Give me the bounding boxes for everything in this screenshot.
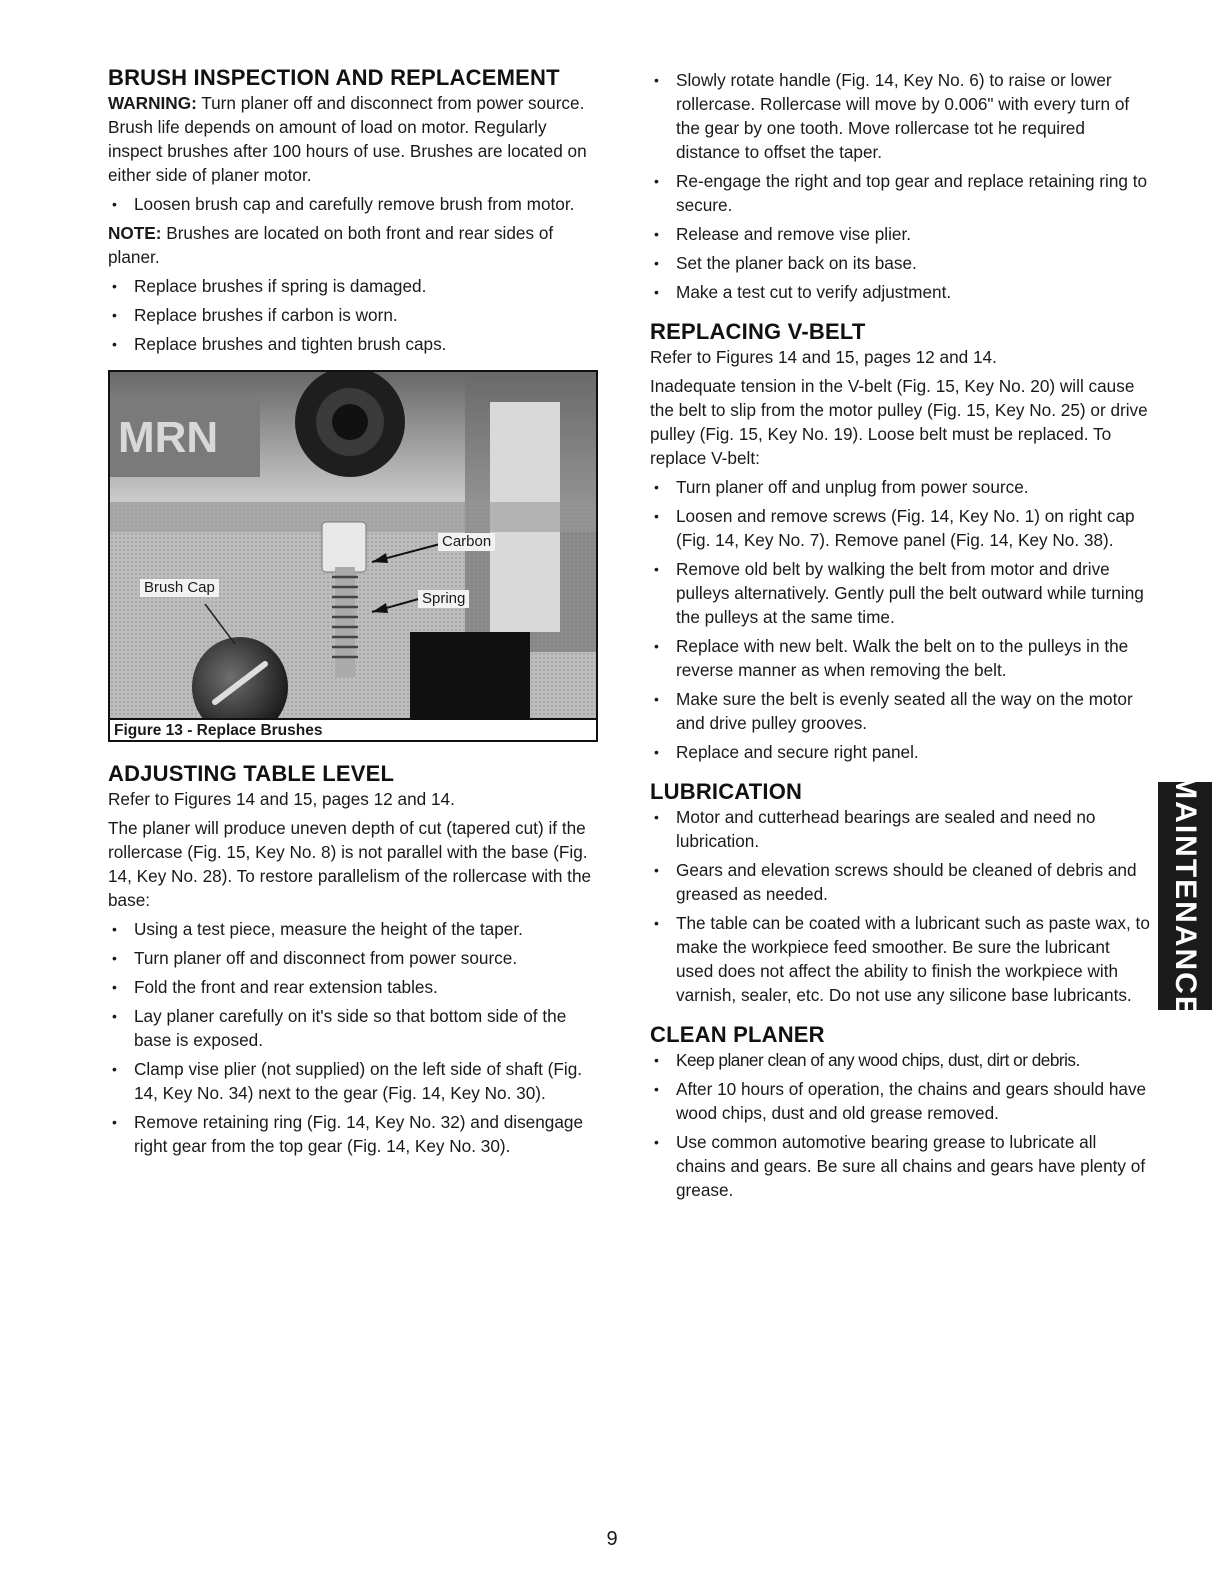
list-item: • Use common automotive bearing grease to lubricate all chains and gears. Be sure all chains and gears have plenty of grease. (650, 1130, 1150, 1202)
warning-text: Turn planer off and disconnect from power source. Brush life depends on amount of load on motor. Regularly inspect brushes after 100 hours of use. Brushes are located on either side of planer motor. (108, 93, 587, 185)
list-item: • Gears and elevation screws should be cleaned of debris and greased as needed. (650, 858, 1150, 906)
callout-brush-cap: Brush Cap (140, 579, 219, 597)
vbelt-intro: Inadequate tension in the V-belt (Fig. 15, Key No. 20) will cause the belt to slip from the motor pulley (Fig. 15, Key No. 25) or drive pulley (Fig. 15, Key No. 19). Loose belt must be replaced. To replace V-belt: (650, 376, 1148, 468)
brush-bullets-2 (108, 274, 604, 356)
svg-text:MRN: MRN (118, 413, 219, 462)
callout-carbon: Carbon (438, 533, 495, 551)
list-item: • Replace brushes if carbon is worn. (108, 303, 604, 327)
brush-note (108, 221, 604, 269)
lubrication-title: LUBRICATION (650, 779, 803, 804)
list-item: • Turn planer off and disconnect from power source. (108, 946, 604, 970)
list-item: • Make sure the belt is evenly seated all the way on the motor and drive pulley grooves. (650, 687, 1150, 735)
list-item: • Keep planer clean of any wood chips, dust, dirt or debris. (650, 1048, 1150, 1072)
brush-section-title: BRUSH INSPECTION AND REPLACEMENT (108, 65, 560, 90)
list-item: • Motor and cutterhead bearings are sealed and need no lubrication. (650, 805, 1150, 853)
clean-title: CLEAN PLANER (650, 1022, 825, 1047)
list-item: • Loosen brush cap and carefully remove brush from motor. (108, 192, 604, 216)
list-item: • Loosen and remove screws (Fig. 14, Key No. 1) on right cap (Fig. 14, Key No. 7). Remove panel (Fig. 14, Key No. 38). (650, 504, 1150, 552)
table-level-cont-bullets (650, 68, 1150, 304)
list-item: • Fold the front and rear extension tables. (108, 975, 604, 999)
vbelt-bullets (650, 475, 1150, 764)
vbelt-ref: Refer to Figures 14 and 15, pages 12 and 14. (650, 347, 997, 367)
note-label: NOTE: (108, 223, 162, 243)
lubrication-bullets (650, 805, 1150, 1007)
brush-bullets-1 (108, 192, 604, 216)
list-item: • Make a test cut to verify adjustment. (650, 280, 1150, 304)
maintenance-tab-label: MAINTENANCE (1169, 774, 1202, 1018)
callout-spring: Spring (418, 590, 469, 608)
list-item: • Replace brushes if spring is damaged. (108, 274, 604, 298)
page-number: 9 (606, 1528, 618, 1550)
figure-caption: Figure 13 - Replace Brushes (110, 718, 596, 740)
maintenance-tab (1158, 774, 1212, 1018)
list-item: • Remove old belt by walking the belt from motor and drive pulleys alternatively. Gently pull the belt outward while turning the pulleys at the same time. (650, 557, 1150, 629)
list-item: • Replace with new belt. Walk the belt on to the pulleys in the reverse manner as when removing the belt. (650, 634, 1150, 682)
list-item: • Clamp vise plier (not supplied) on the left side of shaft (Fig. 14, Key No. 34) next to the gear (Fig. 14, Key No. 30). (108, 1057, 604, 1105)
list-item: • Turn planer off and unplug from power source. (650, 475, 1150, 499)
warning-label: WARNING: (108, 93, 197, 113)
list-item: • Replace brushes and tighten brush caps. (108, 332, 604, 356)
brush-warning (108, 91, 604, 187)
list-item: • Lay planer carefully on it's side so that bottom side of the base is exposed. (108, 1004, 604, 1052)
note-text: Brushes are located on both front and rear sides of planer. (108, 223, 554, 267)
table-level-ref: Refer to Figures 14 and 15, pages 12 and 14. (108, 789, 455, 809)
table-level-bullets (108, 917, 604, 1158)
right-column (650, 64, 1150, 1207)
list-item: • Using a test piece, measure the height of the taper. (108, 917, 604, 941)
list-item: • Re-engage the right and top gear and replace retaining ring to secure. (650, 169, 1150, 217)
list-item: • Replace and secure right panel. (650, 740, 1150, 764)
brush-photo (110, 372, 596, 718)
table-level-intro: The planer will produce uneven depth of cut (tapered cut) if the rollercase (Fig. 15, Key No. 8) is not parallel with the base (Fig. 14, Key No. 28). To restore parallelism of the rollercase with the base: (108, 818, 592, 910)
list-item: • Set the planer back on its base. (650, 251, 1150, 275)
vbelt-title: REPLACING V-BELT (650, 319, 866, 344)
left-column (108, 64, 604, 1163)
table-level-title: ADJUSTING TABLE LEVEL (108, 761, 395, 786)
clean-bullets (650, 1048, 1150, 1202)
list-item: • After 10 hours of operation, the chains and gears should have wood chips, dust and old grease removed. (650, 1077, 1150, 1125)
list-item: • The table can be coated with a lubricant such as paste wax, to make the workpiece feed smoother. Be sure the lubricant used does not affect the ability to finish the workpiece with varnish, sealer, etc. Do not use any silicone base lubricants. (650, 911, 1150, 1007)
list-item: • Release and remove vise plier. (650, 222, 1150, 246)
figure-replace-brushes (108, 370, 598, 742)
list-item: • Remove retaining ring (Fig. 14, Key No. 32) and disengage right gear from the top gear (Fig. 14, Key No. 30). (108, 1110, 604, 1158)
list-item: • Slowly rotate handle (Fig. 14, Key No. 6) to raise or lower rollercase. Rollercase will move by 0.006" with every turn of the gear by one tooth. Move rollercase tot he required distance to offset the taper. (650, 68, 1150, 164)
